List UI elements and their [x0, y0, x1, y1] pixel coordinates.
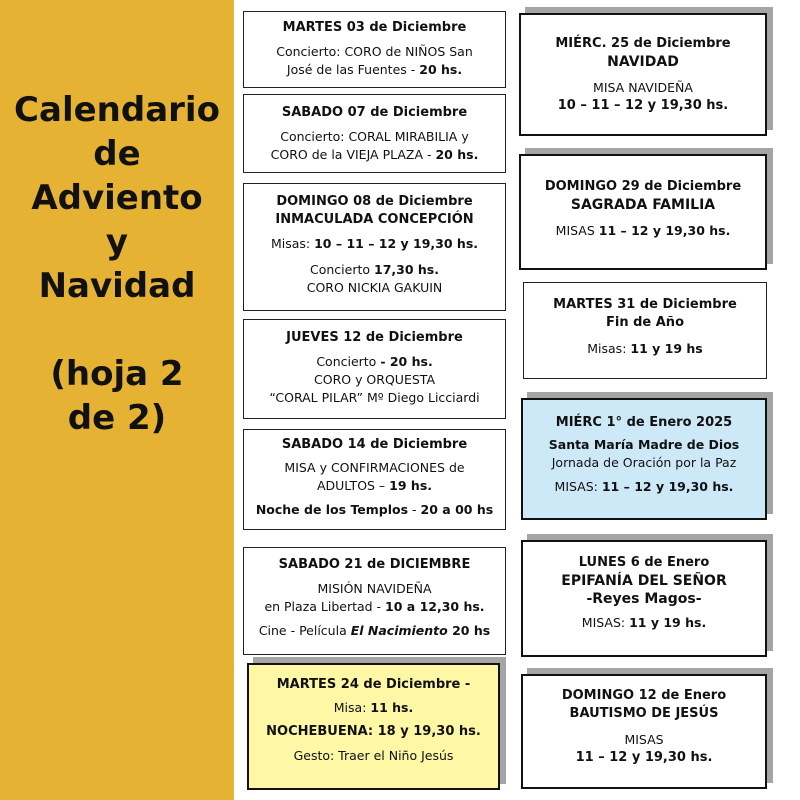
event-card-dec-08 — [243, 183, 506, 311]
event-misas: Misas: 10 – 11 – 12 y 19,30 hs. — [270, 236, 479, 251]
event-line: MISAS 11 – 12 y 19,30 hs. — [555, 223, 731, 238]
event-card-jan-06 — [521, 540, 767, 657]
event-line: ADULTOS – 19 hs. — [316, 478, 433, 493]
title-spacer — [0, 308, 234, 352]
event-line: Misas: 11 y 19 hs — [587, 341, 703, 356]
event-line: José de las Fuentes - 20 hs. — [286, 62, 463, 77]
event-card-jan-12 — [521, 674, 767, 789]
event-card-dec-03 — [243, 11, 506, 88]
event-date: DOMINGO 08 de Diciembre — [276, 194, 473, 209]
event-concert: Concierto 17,30 hs. — [310, 262, 439, 277]
event-line: Gesto: Traer el Niño Jesús — [293, 748, 454, 763]
event-date: MARTES 03 de Diciembre — [282, 20, 467, 35]
event-card-dec-21 — [243, 547, 506, 655]
event-title: SAGRADA FAMILIA — [570, 197, 716, 213]
event-line: NOCHEBUENA: 18 y 19,30 hs. — [266, 724, 481, 739]
event-title: BAUTISMO DE JESÚS — [569, 706, 719, 721]
subtitle-line: de 2) — [67, 398, 167, 438]
sidebar — [0, 0, 234, 800]
event-line: “CORAL PILAR” Mº Diego Licciardi — [269, 390, 480, 405]
event-card-jan-01 — [521, 398, 767, 520]
calendar-title — [0, 88, 234, 440]
event-date: MIÉRC. 25 de Diciembre — [555, 36, 731, 51]
title-line: y — [105, 222, 129, 262]
event-line: Concierto - 20 hs. — [316, 354, 433, 369]
title-line: Adviento — [31, 178, 203, 218]
event-card-dec-12 — [243, 319, 506, 419]
event-line: CORO NICKIA GAKUIN — [306, 280, 443, 295]
event-card-dec-07 — [243, 94, 506, 173]
event-title: Fin de Año — [605, 315, 684, 330]
event-card-dec-31 — [523, 282, 767, 379]
title-line: Calendario — [14, 90, 220, 130]
event-title: EPIFANÍA DEL SEÑOR — [561, 573, 727, 589]
event-date: MARTES 31 de Diciembre — [553, 297, 737, 312]
event-date: MARTES 24 de Diciembre - — [276, 677, 471, 692]
event-line: CORO de la VIEJA PLAZA - 20 hs. — [270, 147, 479, 162]
event-line: Concierto: CORO de NIÑOS San — [276, 44, 473, 59]
event-subtitle: -Reyes Magos- — [586, 591, 702, 607]
event-line: Noche de los Templos - 20 a 00 hs — [255, 502, 494, 517]
event-title: INMACULADA CONCEPCIÓN — [275, 212, 474, 227]
event-line: 11 – 12 y 19,30 hs. — [575, 750, 713, 765]
event-line: 10 – 11 – 12 y 19,30 hs. — [557, 98, 729, 113]
event-line: MISAS — [624, 732, 664, 747]
event-date: SABADO 14 de Diciembre — [281, 437, 468, 452]
event-card-dec-14 — [243, 429, 506, 530]
event-line: en Plaza Libertad - 10 a 12,30 hs. — [264, 599, 485, 614]
event-line: CORO y ORQUESTA — [314, 372, 435, 387]
title-line: Navidad — [38, 266, 196, 306]
event-line: MISA y CONFIRMACIONES de — [284, 460, 465, 475]
event-date: SABADO 07 de Diciembre — [281, 105, 468, 120]
title-line: de — [93, 134, 141, 174]
event-title: NAVIDAD — [607, 54, 679, 70]
event-line: Concierto: CORAL MIRABILIA y — [280, 129, 469, 144]
event-title: Santa María Madre de Dios — [548, 437, 740, 452]
event-line: MISA NAVIDEÑA — [593, 80, 693, 95]
event-line: Jornada de Oración por la Paz — [551, 455, 737, 470]
event-date: MIÉRC 1° de Enero 2025 — [555, 415, 733, 430]
event-card-dec-29 — [519, 154, 767, 270]
event-date: DOMINGO 12 de Enero — [561, 688, 727, 703]
subtitle-line: (hoja 2 — [50, 354, 184, 394]
event-line: MISAS: 11 – 12 y 19,30 hs. — [554, 479, 734, 494]
event-line: MISAS: 11 y 19 hs. — [581, 615, 707, 630]
event-line: Cine - Película El Nacimiento 20 hs — [258, 623, 491, 638]
event-date: JUEVES 12 de Diciembre — [286, 330, 463, 345]
event-line: MISIÓN NAVIDEÑA — [317, 581, 432, 596]
event-date: DOMINGO 29 de Diciembre — [544, 179, 742, 194]
event-date: SABADO 21 de DICIEMBRE — [278, 557, 471, 572]
event-line: Misa: 11 hs. — [333, 700, 414, 715]
event-card-dec-25 — [519, 13, 767, 136]
event-date: LUNES 6 de Enero — [578, 555, 710, 570]
event-card-dec-24 — [247, 663, 500, 790]
